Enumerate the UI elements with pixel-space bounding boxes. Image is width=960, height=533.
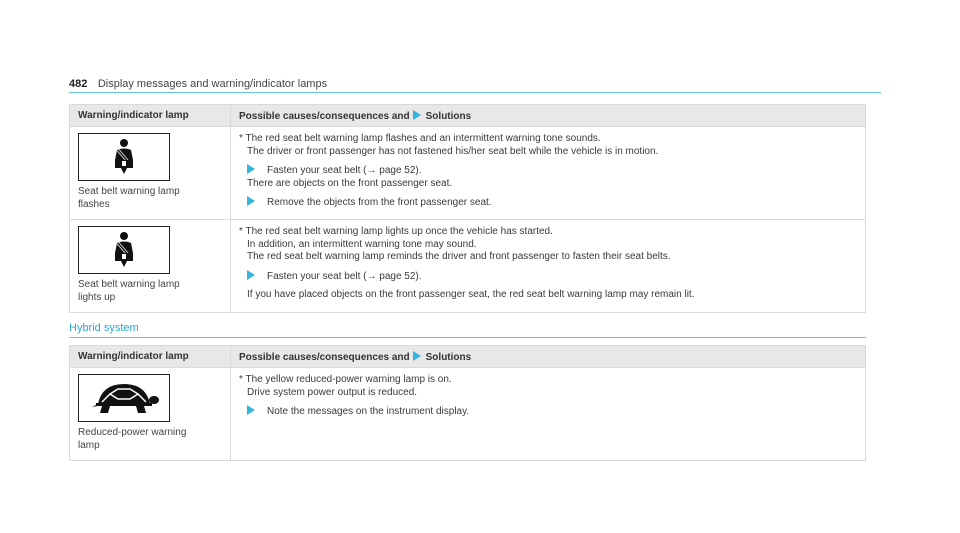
lamp-column-header: Warning/indicator lamp xyxy=(70,346,231,368)
arrow-icon xyxy=(247,270,255,280)
lamp-cell xyxy=(70,368,231,461)
cause-text: Drive system power output is reduced. xyxy=(247,386,418,398)
lamp-label: Reduced-power warning lamp xyxy=(78,427,187,451)
solution-text: Fasten your seat belt (→ page 52). xyxy=(267,270,422,282)
seat-belt-icon xyxy=(78,133,170,181)
solution-step xyxy=(239,405,857,419)
page-title: Display messages and warning/indicator lamps xyxy=(97,78,328,90)
description-cell xyxy=(231,368,866,461)
seat-belt-table xyxy=(69,104,866,313)
solution-step xyxy=(239,270,857,284)
turtle-icon xyxy=(78,374,170,422)
cause-text: The driver or front passenger has not fastened his/her seat belt while the vehicle is in motion. xyxy=(247,145,659,157)
causes-column-header xyxy=(231,346,866,368)
arrow-icon xyxy=(247,405,255,415)
solution-step xyxy=(239,164,857,178)
table-row xyxy=(70,127,866,220)
table-row xyxy=(70,220,866,313)
table-header-row xyxy=(70,105,866,127)
cause-text: * The red seat belt warning lamp flashes and an intermittent warning tone sounds. xyxy=(239,133,601,144)
hybrid-system-table xyxy=(69,345,866,461)
seat-belt-icon xyxy=(78,226,170,274)
solution-step xyxy=(239,196,857,210)
page-header xyxy=(69,74,881,93)
solutions-header-text: Solutions xyxy=(425,351,472,363)
cause-text: * The red seat belt warning lamp lights up once the vehicle has started. xyxy=(239,226,553,237)
cause-text: * The yellow reduced-power warning lamp is on. xyxy=(239,374,452,385)
lamp-cell xyxy=(70,127,231,220)
cause-text: In addition, an intermittent warning tone may sound. xyxy=(247,238,477,250)
cause-text: There are objects on the front passenger seat. xyxy=(247,177,453,189)
table-row xyxy=(70,368,866,461)
lamp-label: Seat belt warning lamp flashes xyxy=(78,186,180,210)
causes-column-header xyxy=(231,105,866,127)
solutions-header-text: Solutions xyxy=(425,110,472,122)
description-cell xyxy=(231,220,866,313)
solution-text: Fasten your seat belt (→ page 52). xyxy=(267,165,422,176)
causes-header-text: Possible causes/consequences and xyxy=(239,110,410,122)
causes-header-text: Possible causes/consequences and xyxy=(239,351,410,363)
arrow-icon xyxy=(413,110,421,120)
lamp-column-header: Warning/indicator lamp xyxy=(70,105,231,127)
arrow-icon xyxy=(247,164,255,174)
cause-text: If you have placed objects on the front passenger seat, the red seat belt warning lamp may remain lit. xyxy=(247,289,695,300)
arrow-icon xyxy=(247,196,255,206)
arrow-icon xyxy=(413,351,421,361)
description-cell xyxy=(231,127,866,220)
solution-text: Note the messages on the instrument display. xyxy=(267,406,470,417)
lamp-cell xyxy=(70,220,231,313)
table-header-row xyxy=(70,346,866,368)
solution-text: Remove the objects from the front passenger seat. xyxy=(267,197,492,208)
lamp-label: Seat belt warning lamp lights up xyxy=(78,279,180,303)
cause-text: The red seat belt warning lamp reminds the driver and front passenger to fasten their seat belts. xyxy=(247,251,671,262)
page-number: 482 xyxy=(69,78,88,90)
section-title: Hybrid system xyxy=(69,322,866,338)
